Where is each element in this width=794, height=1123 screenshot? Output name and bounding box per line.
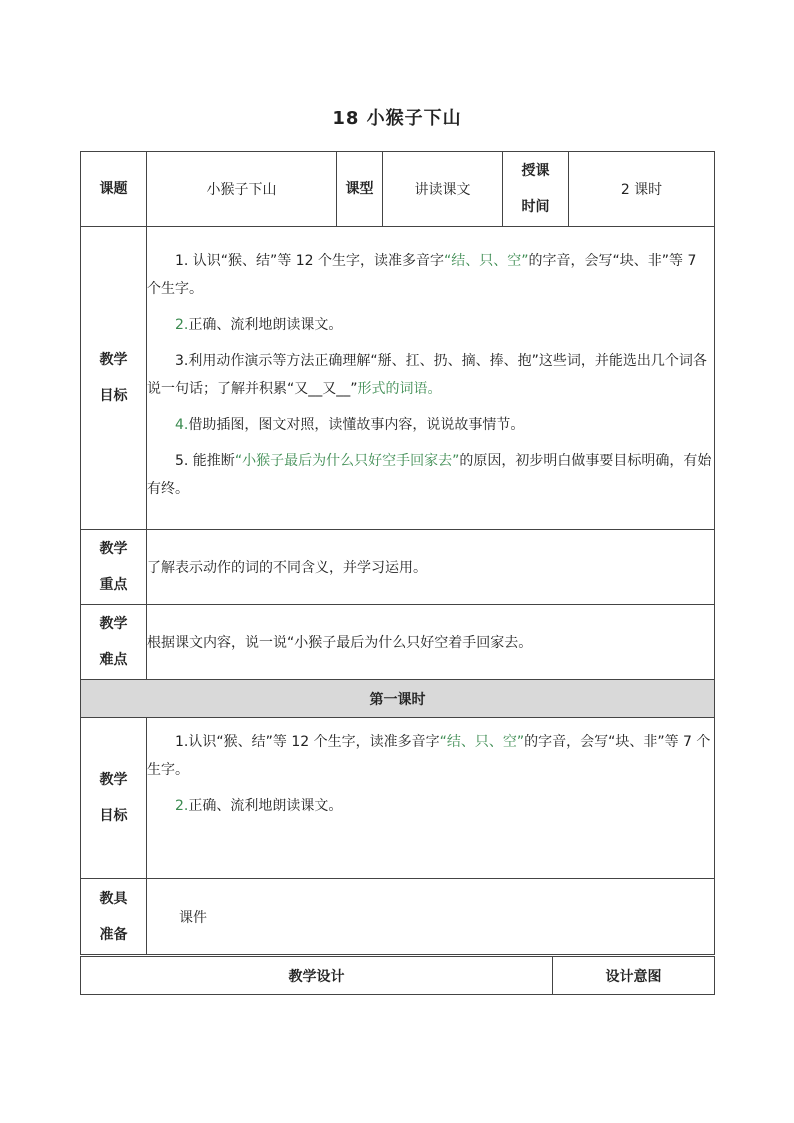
objectives-label [81,227,147,530]
key-points-row [81,530,715,605]
time-label-line1: 授课 [521,163,550,179]
materials-label-line1: 教具 [99,890,128,907]
difficulties-text: 根据课文内容，说一说“小猴子最后为什么只好空着手回家去。 [147,605,715,680]
header-row [81,152,715,227]
topic-label: 课题 [81,152,147,227]
objective-item: 1. 认识“猴、结”等 12 个生字，读准多音字“结、只、空”的字音，会写“块、非”等 7 个生字。 [147,253,697,297]
objectives-label-line1: 教学 [99,352,128,368]
design-intent-header: 设计意图 [553,957,715,995]
objectives-label-line2: 目标 [99,388,128,404]
first-lesson-objectives-row [81,718,715,879]
key-points-text: 了解表示动作的词的不同含义，并学习运用。 [147,530,715,605]
materials-label [81,879,147,955]
objective-item: 2.正确、流利地朗读课文。 [175,317,343,333]
first-lesson-label-line1: 教学 [99,772,128,788]
lesson-plan-table [80,151,715,955]
type-value: 讲读课文 [383,152,503,227]
materials-text: 课件 [147,879,715,955]
first-lesson-header-row [81,680,715,718]
time-label [503,152,569,227]
topic-value: 小猴子下山 [147,152,337,227]
design-footer-table [80,956,715,995]
materials-row [81,879,715,955]
objectives-row [81,227,715,530]
objective-item: 5. 能推断“小猴子最后为什么只好空手回家去”的原因，初步明白做事要目标明确，有始有终。 [147,453,712,497]
difficulties-label-line1: 教学 [99,616,128,632]
difficulties-label-line2: 难点 [99,652,128,668]
first-lesson-label-line2: 目标 [99,808,128,824]
objectives-content [147,227,715,530]
page-title: 18 小猴子下山 [332,108,462,129]
key-points-label-line1: 教学 [99,541,128,557]
first-lesson-title: 第一课时 [81,680,715,718]
difficulties-label [81,605,147,680]
objective-item: 3.利用动作演示等方法正确理解“掰、扛、扔、摘、捧、抱”这些词，并能选出几个词各说一句话；了解并积累“又__又__”形式的词语。 [147,353,707,397]
objective-item: 1.认识“猴、结”等 12 个生字，读准多音字“结、只、空”的字音，会写“块、非”等 7 个生字。 [147,734,711,778]
key-points-label [81,530,147,605]
design-footer-row [81,957,715,995]
first-lesson-objectives-label [81,718,147,879]
objective-item: 4.借助插图，图文对照，读懂故事内容，说说故事情节。 [175,417,525,433]
objective-item: 2.正确、流利地朗读课文。 [175,798,343,814]
difficulties-row [81,605,715,680]
type-label: 课型 [337,152,383,227]
key-points-label-line2: 重点 [99,577,128,593]
teaching-design-header: 教学设计 [81,957,553,995]
time-value: 2 课时 [569,152,715,227]
materials-label-line2: 准备 [99,926,128,943]
time-label-line2: 时间 [521,199,550,215]
first-lesson-objectives-content [147,718,715,879]
